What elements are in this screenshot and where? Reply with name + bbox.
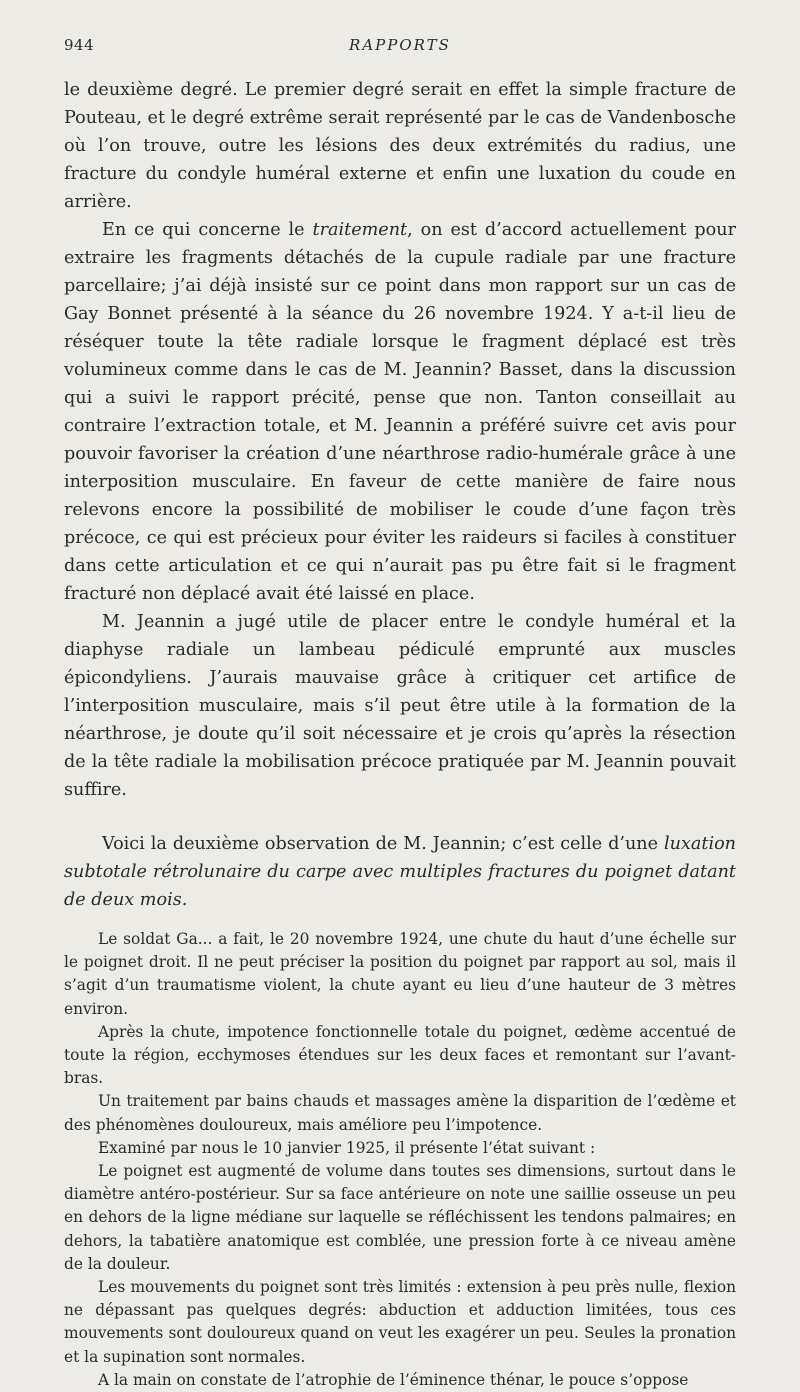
observation-paragraph: Le soldat Ga... a fait, le 20 novembre 1924, une chute du haut d’une échelle sur le poignet droit. Il ne peut préciser la position du poignet par rapport au sol, mais il s’agit d’un traumatisme violent, la chute ayant eu lieu d’une hauteur de 3 mètres environ.	[64, 930, 736, 1018]
running-head: RAPPORTS	[349, 36, 451, 54]
observation-text	[64, 928, 736, 1392]
page-number: 944	[64, 36, 95, 54]
observation-paragraph: Un traitement par bains chauds et massages amène la disparition de l’œdème et des phénomènes douloureux, mais améliore peu l’impotence.	[64, 1092, 736, 1134]
observation-paragraph: Après la chute, impotence fonctionnelle totale du poignet, œdème accentué de toute la région, ecchymoses étendues sur les deux faces et remontant sur l’avant-bras.	[64, 1022, 736, 1088]
observation-paragraph: A la main on constate de l’atrophie de l’éminence thénar, le pouce s’oppose	[98, 1370, 689, 1389]
observation-paragraph: Examiné par nous le 10 janvier 1925, il présente l’état suivant :	[98, 1138, 596, 1157]
paragraph-second-observation: Voici la deuxième observation de M. Jeannin; c’est celle d’une luxation subtotale rétrolunaire du carpe avec multiples fractures du poignet datant de deux mois.	[64, 834, 736, 910]
page-header	[64, 36, 736, 58]
page-body	[64, 76, 736, 1392]
paragraph-treatment: En ce qui concerne le traitement, on est d’accord actuellement pour extraire les fragments détachés de la cupule radiale par une fracture parcellaire; j’ai déjà insisté sur ce point dans mon rapport sur un cas de Gay Bonnet présenté à la séance du 26 novembre 1924. Y a-t-il lieu de réséquer toute la tête radiale lorsque le fragment déplacé est très volumineux comme dans le cas de M. Jeannin? Basset, dans la discussion qui a suivi le rapport précité, pense que non. Tanton conseillait au contraire l’extraction totale, et M. Jeannin a préféré suivre cet avis pour pouvoir favoriser la création d’une néarthrose radio-humérale grâce à une interposition musculaire. En faveur de cette manière de faire nous relevons encore la possibilité de mobiliser le coude d’une façon très précoce, ce qui est précieux pour éviter les raideurs si faciles à constituer dans cette articulation et ce qui n’aurait pas pu être fait si le fragment fracturé non déplacé avait été laissé en place.	[64, 220, 736, 604]
emphasis-traitement: traitement	[312, 220, 408, 240]
section-gap	[64, 804, 736, 830]
paragraph-continuation: le deuxième degré. Le premier degré serait en effet la simple fracture de Pouteau, et le degré extrême serait représenté par le cas de Vandenbosche où l’on trouve, outre les lésions des deux extrémités du radius, une fracture du condyle huméral externe et enfin une luxation du coude en arrière.	[64, 80, 736, 212]
report-text	[64, 76, 736, 914]
observation-paragraph: Les mouvements du poignet sont très limités : extension à peu près nulle, flexion ne dépassant pas quelques degrés: abduction et adduction limitées, tous ces mouvements sont douloureux quand on veut les exagérer un peu. Seules la pronation et la supination sont normales.	[64, 1278, 736, 1366]
paragraph-interposition: M. Jeannin a jugé utile de placer entre le condyle huméral et la diaphyse radiale un lambeau pédiculé emprunté aux muscles épicondyliens. J’aurais mauvaise grâce à critiquer cet artifice de l’interposition musculaire, mais s’il peut être utile à la formation de la néarthrose, je doute qu’il soit nécessaire et je crois qu’après la résection de la tête radiale la mobilisation précoce pratiquée par M. Jeannin pouvait suffire.	[64, 612, 736, 800]
observation-title: luxation subtotale rétrolunaire du carpe avec multiples fractures du poignet datant de deux mois.	[64, 834, 736, 910]
observation-paragraph: Le poignet est augmenté de volume dans toutes ses dimensions, surtout dans le diamètre antéro-postérieur. Sur sa face antérieure on note une saillie osseuse un peu en dehors de la ligne médiane sur laquelle se réfléchissent les tendons palmaires; en dehors, la tabatière anatomique est comblée, une pression forte à ce niveau amène de la douleur.	[64, 1162, 736, 1273]
